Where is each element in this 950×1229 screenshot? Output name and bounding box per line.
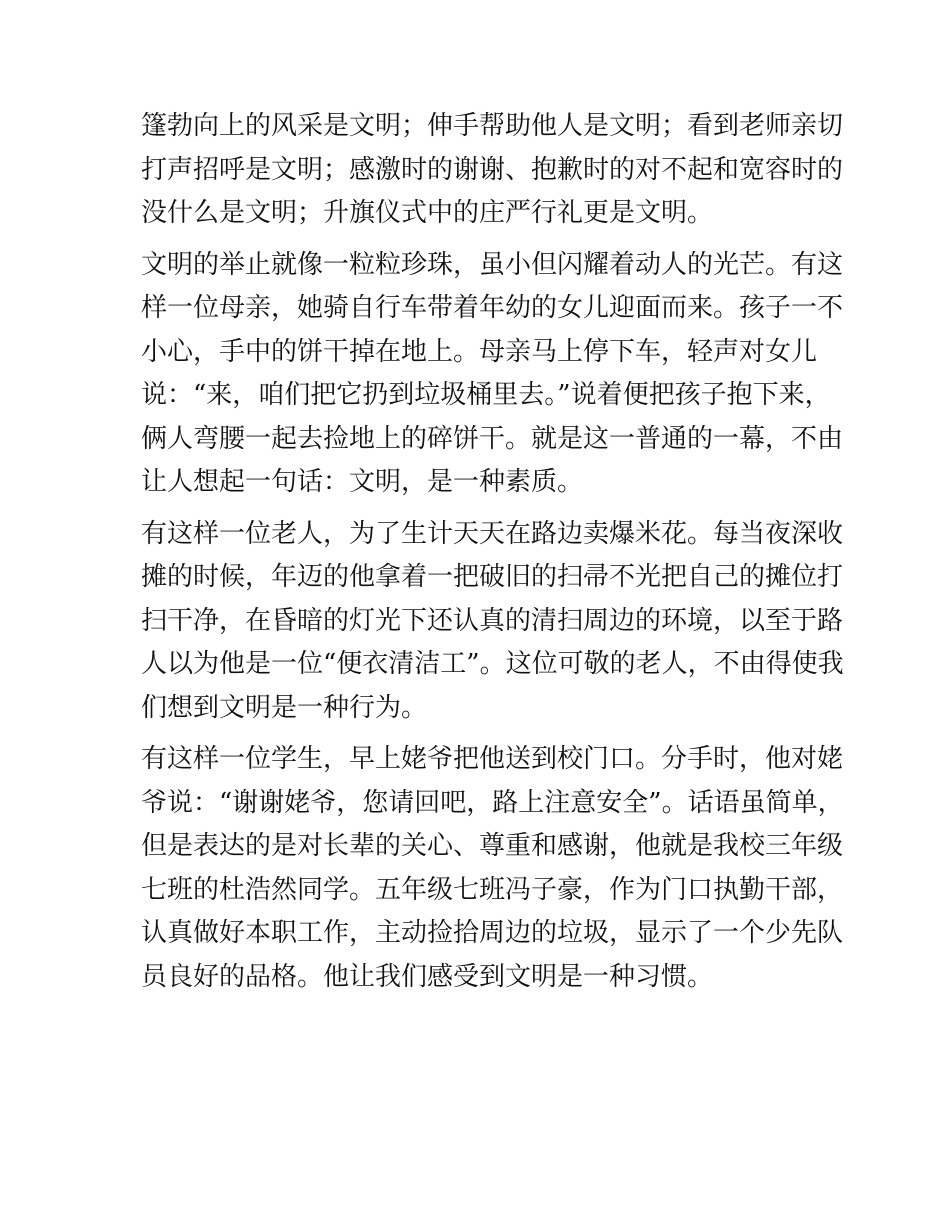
essay-body xyxy=(141,105,844,999)
paragraph-2-line-4: 说：“来，咱们把它扔到垃圾桶里去。”说着便把孩子抱下来， xyxy=(141,380,831,410)
paragraph-3-line-5: 们想到文明是一种行为。 xyxy=(141,692,428,723)
paragraph-3-line-4: 人以为他是一位“便衣清洁工”。这位可敬的老人，不由得使我 xyxy=(141,649,844,679)
paragraph-1-line-2: 打声招呼是文明；感激时的谢谢、抱歉时的对不起和宽容时的 xyxy=(141,154,844,185)
paragraph-2-line-2: 样一位母亲，她骑自行车带着年幼的女儿迎面而来。孩子一不 xyxy=(141,293,844,323)
paragraph-2-line-1: 文明的举止就像一粒粒珍珠，虽小但闪耀着动人的光芒。有这 xyxy=(141,249,844,280)
paragraph-4-line-2: 爷说：“谢谢姥爷，您请回吧，路上注意安全”。话语虽简单， xyxy=(141,787,844,818)
paragraph-2-line-6: 让人想起一句话：文明，是一种素质。 xyxy=(141,467,584,497)
paragraph-4-line-6: 员良好的品格。他让我们感受到文明是一种习惯。 xyxy=(141,961,714,992)
paragraph-2-line-3: 小心，手中的饼干掉在地上。母亲马上停下车，轻声对女儿 xyxy=(141,336,818,367)
paragraph-4-line-1: 有这样一位学生，早上姥爷把他送到校门口。分手时，他对姥 xyxy=(141,744,844,774)
paragraph-4-line-3: 但是表达的是对长辈的关心、尊重和感谢，他就是我校三年级 xyxy=(141,831,844,861)
paragraph-1-line-1: 篷勃向上的风采是文明；伸手帮助他人是文明；看到老师亲切 xyxy=(141,111,844,141)
paragraph-2-line-5: 俩人弯腰一起去捡地上的碎饼干。就是这一普通的一幕，不由 xyxy=(141,423,844,454)
paragraph-1-line-3: 没什么是文明；升旗仪式中的庄严行礼更是文明。 xyxy=(141,198,714,228)
paragraph-3-line-3: 扫干净，在昏暗的灯光下还认真的清扫周边的环境，以至于路 xyxy=(141,605,844,636)
paragraph-3-line-2: 摊的时候，年迈的他拿着一把破旧的扫帚不光把自己的摊位打 xyxy=(141,562,844,592)
paragraph-4-line-4: 七班的杜浩然同学。五年级七班冯子豪，作为门口执勤干部， xyxy=(141,874,844,905)
paragraph-4-line-5: 认真做好本职工作，主动捡拾周边的垃圾，显示了一个少先队 xyxy=(141,918,844,948)
paragraph-3-line-1: 有这样一位老人，为了生计天天在路边卖爆米花。每当夜深收 xyxy=(141,518,844,549)
